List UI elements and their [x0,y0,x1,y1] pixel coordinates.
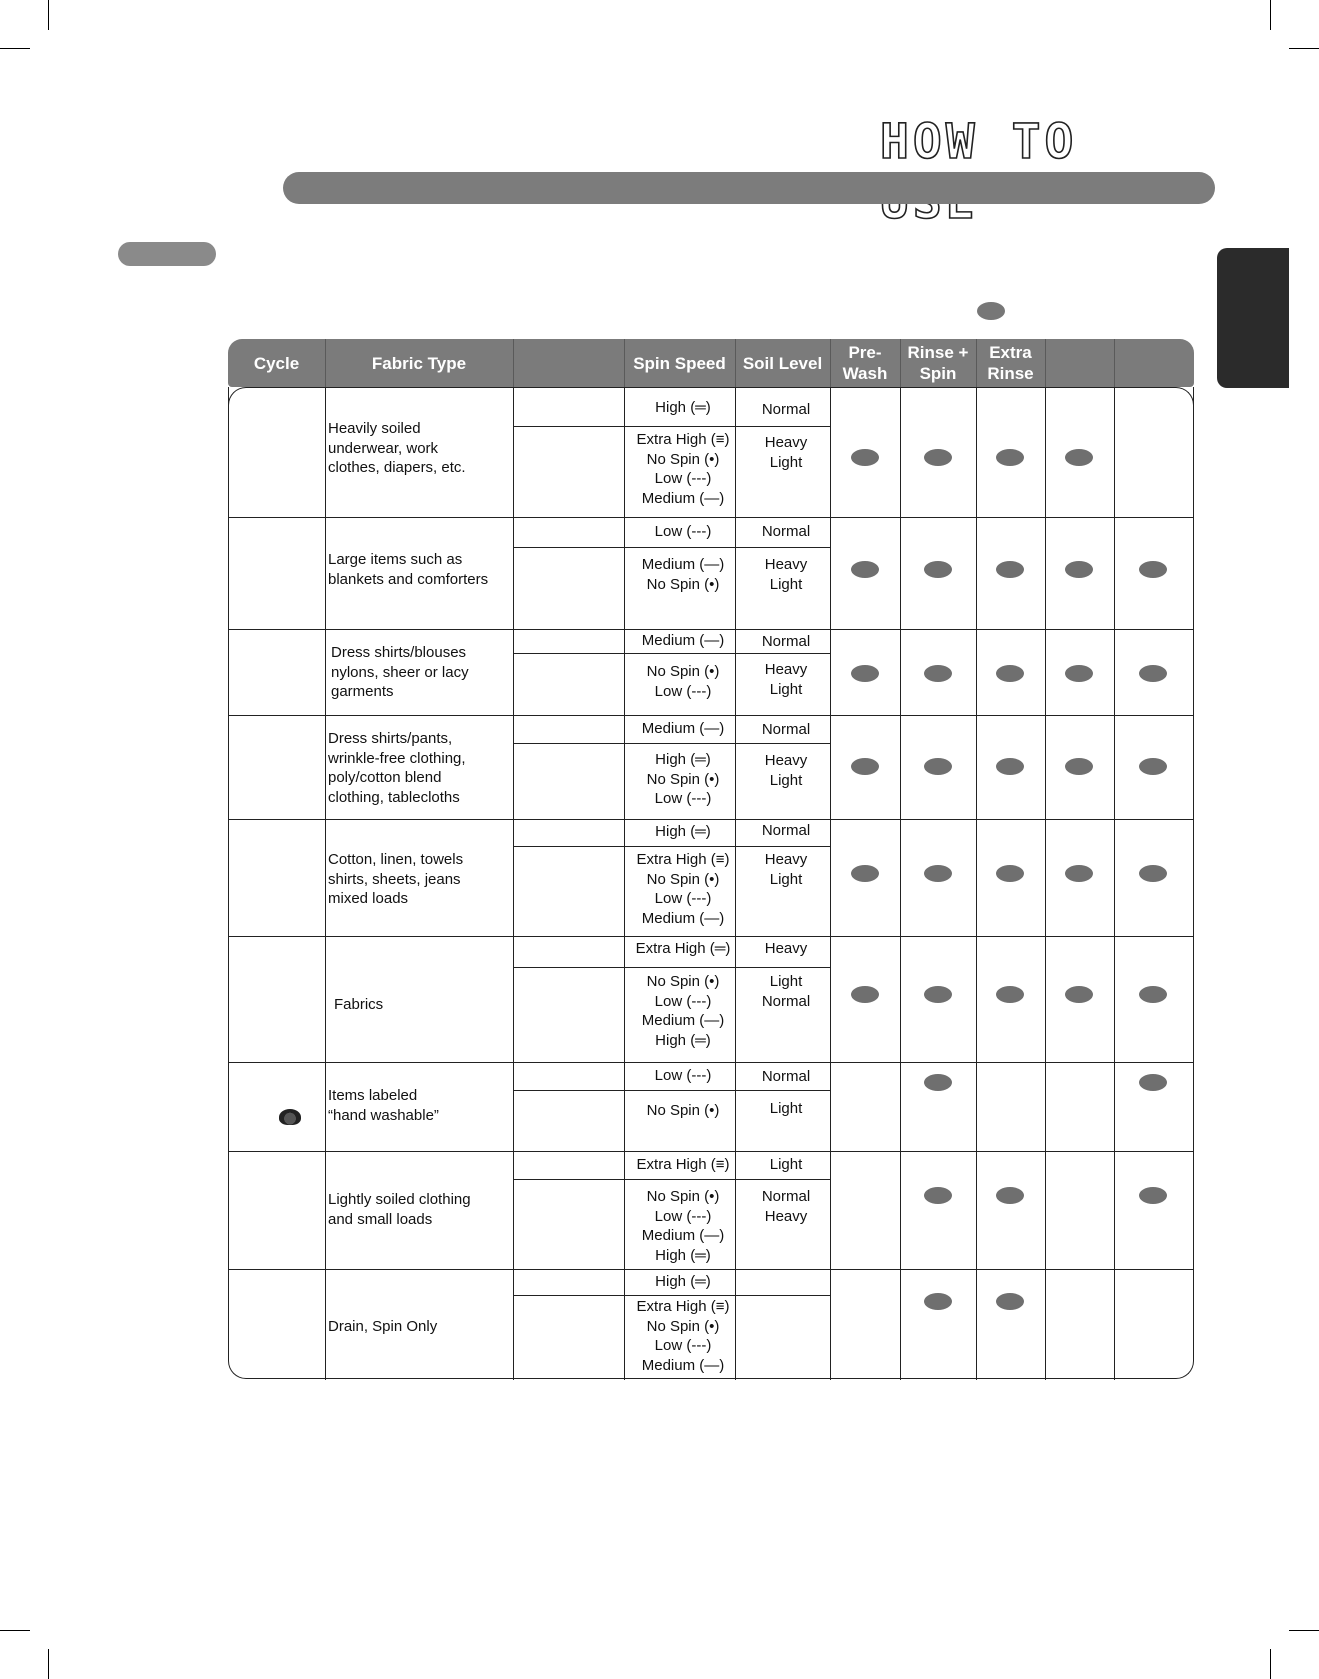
table-row-6-fabric: Fabrics [334,996,384,1013]
table-row-6-spin-options: No Spin (•) Low (---) Medium (—) High (═) [641,973,725,1049]
table-row-9-spin-options: Extra High (≡) No Spin (•) Low (---) Medium (—) [636,1298,730,1374]
table-row-9-fabric: Drain, Spin Only [328,1318,438,1335]
table-row-9-spin-default: High (═) [655,1273,711,1290]
option-dot-row-3-rinse-spin [924,665,952,682]
option-dot-row-5-rinse-spin [924,865,952,882]
column-header-cycle: Cycle [253,353,300,373]
option-dot-row-2-option-9 [1139,561,1167,578]
option-dot-row-5-option-8 [1065,865,1093,882]
table-row-7-spin-default: Low (---) [654,1067,712,1084]
column-header-spin-speed: Spin Speed [633,353,726,373]
crop-mark [1289,1630,1319,1631]
section-tab [1217,248,1289,388]
crop-mark [1270,0,1271,30]
table-row-7-fabric: Items labeled “hand washable” [328,1087,439,1124]
column-header-soil-level: Soil Level [742,353,823,373]
option-dot-row-6-option-8 [1065,986,1093,1003]
table-row-1-soil-default: Normal [761,401,811,418]
option-dot-row-2-rinse-spin [924,561,952,578]
table-row-3-soil-default: Normal [761,633,811,650]
table-row-2-soil-options: Heavy Light [764,556,808,593]
column-header-blank [513,339,624,387]
crop-mark [48,1649,49,1679]
crop-mark [1270,1649,1271,1679]
option-dot-row-3-extra-rinse [996,665,1024,682]
option-dot-row-7-option-9 [1139,1074,1167,1091]
table-row-8-soil-options: Normal Heavy [761,1188,811,1225]
wash-cycle-table [228,339,1194,1380]
crop-mark [0,48,30,49]
option-dot-row-3-option-9 [1139,665,1167,682]
option-dot-row-1-extra-rinse [996,449,1024,466]
table-row-1-fabric: Heavily soiled underwear, work clothes, diapers, etc. [328,420,466,476]
table-row-5-fabric: Cotton, linen, towels shirts, sheets, jeans mixed loads [328,851,464,907]
table-row-6-soil-default: Heavy [764,940,808,957]
title-bar [283,172,1215,204]
option-dot-row-4-rinse-spin [924,758,952,775]
hand-wash-basin-icon [279,1109,301,1125]
option-dot-row-9-rinse-spin [924,1293,952,1310]
column-header-rinse-spin: Rinse + Spin [907,343,969,383]
crop-mark [48,0,49,30]
legend-dot [977,302,1005,320]
table-header [228,339,1194,387]
option-dot-row-2-option-8 [1065,561,1093,578]
table-row-8-spin-options: No Spin (•) Low (---) Medium (—) High (═) [641,1188,725,1264]
table-row-2-spin-default: Low (---) [654,523,712,540]
option-dot-row-4-pre-wash [851,758,879,775]
table-row-5-soil-options: Heavy Light [764,851,808,888]
column-header-option-9 [1114,339,1194,387]
column-header-fabric-type: Fabric Type [371,353,467,373]
table-row-2-soil-default: Normal [761,523,811,540]
table-row-3-soil-options: Heavy Light [764,661,808,698]
option-dot-row-4-option-8 [1065,758,1093,775]
option-dot-row-3-pre-wash [851,665,879,682]
option-dot-row-6-extra-rinse [996,986,1024,1003]
table-row-6-soil-options: Light Normal [761,973,811,1010]
table-row-6-spin-default: Extra High (═) [635,940,731,957]
table-row-3-spin-default: Medium (—) [641,632,725,649]
table-row-5-spin-options: Extra High (≡) No Spin (•) Low (---) Medium (—) [636,851,730,927]
table-row-4-spin-default: Medium (—) [641,720,725,737]
option-dot-row-9-extra-rinse [996,1293,1024,1310]
table-row-7-soil-default: Normal [761,1068,811,1085]
column-header-extra-rinse: Extra Rinse [987,343,1034,383]
table-row-1-spin-options: Extra High (≡) No Spin (•) Low (---) Medium (—) [636,431,730,507]
option-dot-row-4-option-9 [1139,758,1167,775]
table-row-1-spin-default: High (═) [655,399,711,416]
option-dot-row-4-extra-rinse [996,758,1024,775]
option-dot-row-8-option-9 [1139,1187,1167,1204]
crop-mark [1289,48,1319,49]
option-dot-row-6-option-9 [1139,986,1167,1003]
page-title: HOW TO [880,114,1078,170]
table-row-8-spin-default: Extra High (≡) [636,1156,730,1173]
option-dot-row-6-rinse-spin [924,986,952,1003]
table-row-7-soil-options: Light [769,1100,803,1117]
option-dot-row-6-pre-wash [851,986,879,1003]
option-dot-row-2-extra-rinse [996,561,1024,578]
table-row-4-spin-options: High (═) No Spin (•) Low (---) [646,751,720,807]
option-dot-row-1-rinse-spin [924,449,952,466]
table-row-8-soil-default: Light [769,1156,803,1173]
option-dot-row-3-option-8 [1065,665,1093,682]
option-dot-row-8-rinse-spin [924,1187,952,1204]
option-dot-row-5-pre-wash [851,865,879,882]
option-dot-row-2-pre-wash [851,561,879,578]
table-row-3-spin-options: No Spin (•) Low (---) [646,663,720,700]
section-pill [118,242,216,266]
table-row-3-fabric: Dress shirts/blouses nylons, sheer or lacy garments [331,644,469,700]
table-row-4-fabric: Dress shirts/pants, wrinkle-free clothing, poly/cotton blend clothing, tablecloths [328,730,466,806]
crop-mark [0,1630,30,1631]
table-row-1-soil-options: Heavy Light [764,434,808,471]
table-row-4-soil-default: Normal [761,721,811,738]
option-dot-row-7-rinse-spin [924,1074,952,1091]
option-dot-row-5-option-9 [1139,865,1167,882]
table-row-8-fabric: Lightly soiled clothing and small loads [328,1191,471,1228]
table-row-5-soil-default: Normal [761,822,811,839]
table-row-4-soil-options: Heavy Light [764,752,808,789]
table-row-2-spin-options: Medium (—) No Spin (•) [641,556,725,593]
table-row-2-fabric: Large items such as blankets and comforters [328,551,489,588]
column-header-option-8 [1045,339,1114,387]
table-row-5-spin-default: High (═) [655,823,711,840]
option-dot-row-5-extra-rinse [996,865,1024,882]
column-header-pre-wash: Pre- Wash [842,343,888,383]
option-dot-row-1-pre-wash [851,449,879,466]
option-dot-row-1-option-8 [1065,449,1093,466]
option-dot-row-8-extra-rinse [996,1187,1024,1204]
table-row-7-spin-options: No Spin (•) [646,1102,720,1119]
